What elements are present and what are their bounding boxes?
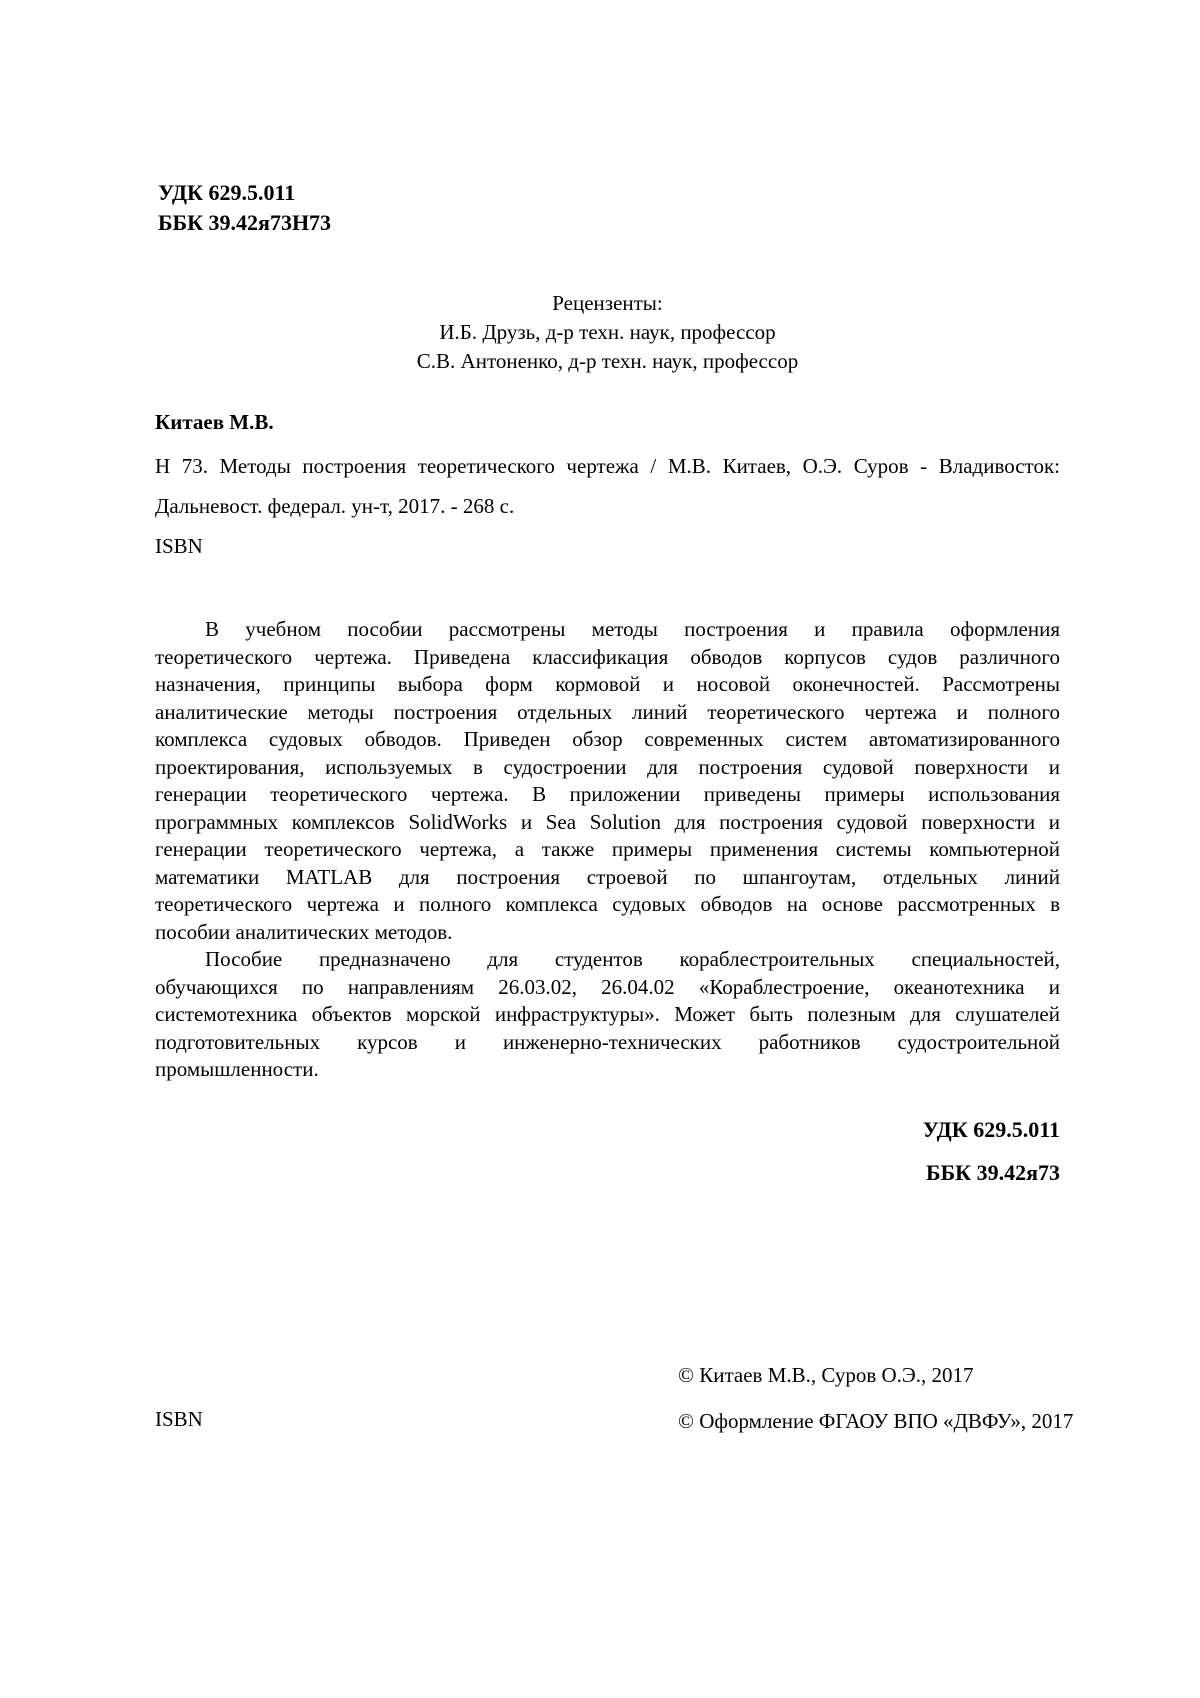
text-line: генерации теоретического чертежа. В приложении приведены примеры использования	[155, 782, 1060, 806]
text-line: И.Б. Друзь, д-р техн. наук, профессор	[439, 320, 776, 344]
text-line: аналитические методы построения отдельных линий теоретического чертежа и полного	[155, 699, 1060, 724]
text-line: программных комплексов SolidWorks и Sea Solution для построения судовой поверхности и	[155, 809, 1060, 834]
author-heading: Китаев М.В.	[155, 410, 274, 434]
udk-bbk-top	[158, 178, 1063, 238]
text-line: © Оформление ФГАОУ ВПО «ДВФУ», 2017	[678, 1409, 1074, 1433]
text-line: ББК 39.42я73	[926, 1160, 1060, 1185]
text-line: подготовительных курсов и инженерно-технических работников судостроительной	[155, 1029, 1060, 1054]
text-line: Дальневост. федерал. ун-т, 2017. - 268 с.	[155, 494, 515, 518]
annotation-block	[155, 616, 1060, 1084]
text-line: обучающихся по направлениям 26.03.02, 26.04.02 «Кораблестроение, океанотехника и	[155, 974, 1060, 999]
text-line: УДК 629.5.011	[158, 180, 296, 205]
text-line: © Китаев М.В., Суров О.Э., 2017	[678, 1363, 974, 1387]
text-line: пособии аналитических методов.	[155, 919, 453, 944]
text-line: системотехника объектов морской инфраструктуры». Может быть полезным для слушателей	[155, 1002, 1060, 1026]
copyright-block	[678, 1352, 1073, 1444]
text-line: проектирования, используемых в судостроении для построения судовой поверхности и	[155, 754, 1060, 779]
text-line: УДК 629.5.011	[922, 1117, 1060, 1142]
annotation-paragraph-2	[155, 946, 1060, 1084]
isbn-bottom: ISBN	[155, 1407, 203, 1431]
text-line: ББК 39.42я73Н73	[158, 210, 332, 235]
text-line: В учебном пособии рассмотрены методы построения и правила оформления	[205, 617, 1060, 641]
text-line: Пособие предназначено для студентов кораблестроительных специальностей,	[205, 947, 1060, 971]
text-line: назначения, принципы выбора форм кормовой и носовой оконечностей. Рассмотрены	[155, 672, 1060, 696]
text-line: Н 73. Методы построения теоретического чертежа / М.В. Китаев, О.Э. Суров - Владивосток:	[155, 454, 1060, 478]
text-line: ISBN	[155, 534, 203, 558]
text-line: математики MATLAB для построения строевой по шпангоутам, отдельных линий	[155, 864, 1060, 889]
reviewers-block	[155, 289, 1060, 376]
text-line: генерации теоретического чертежа, а также примеры применения системы компьютерной	[155, 837, 1060, 861]
text-line: теоретического чертежа. Приведена классификация обводов корпусов судов различного	[155, 644, 1060, 669]
text-line: промышленности.	[155, 1057, 319, 1081]
text-line: Рецензенты:	[552, 291, 663, 315]
bibliographic-entry	[155, 446, 1060, 566]
annotation-paragraph-1	[155, 616, 1060, 946]
text-line: комплекса судовых обводов. Приведен обзор современных систем автоматизированного	[155, 727, 1060, 751]
text-line: теоретического чертежа и полного комплекса судовых обводов на основе рассмотренных в	[155, 892, 1060, 916]
text-line: С.В. Антоненко, д-р техн. наук, профессор	[416, 349, 799, 373]
udk-bbk-bottom	[155, 1108, 1060, 1194]
